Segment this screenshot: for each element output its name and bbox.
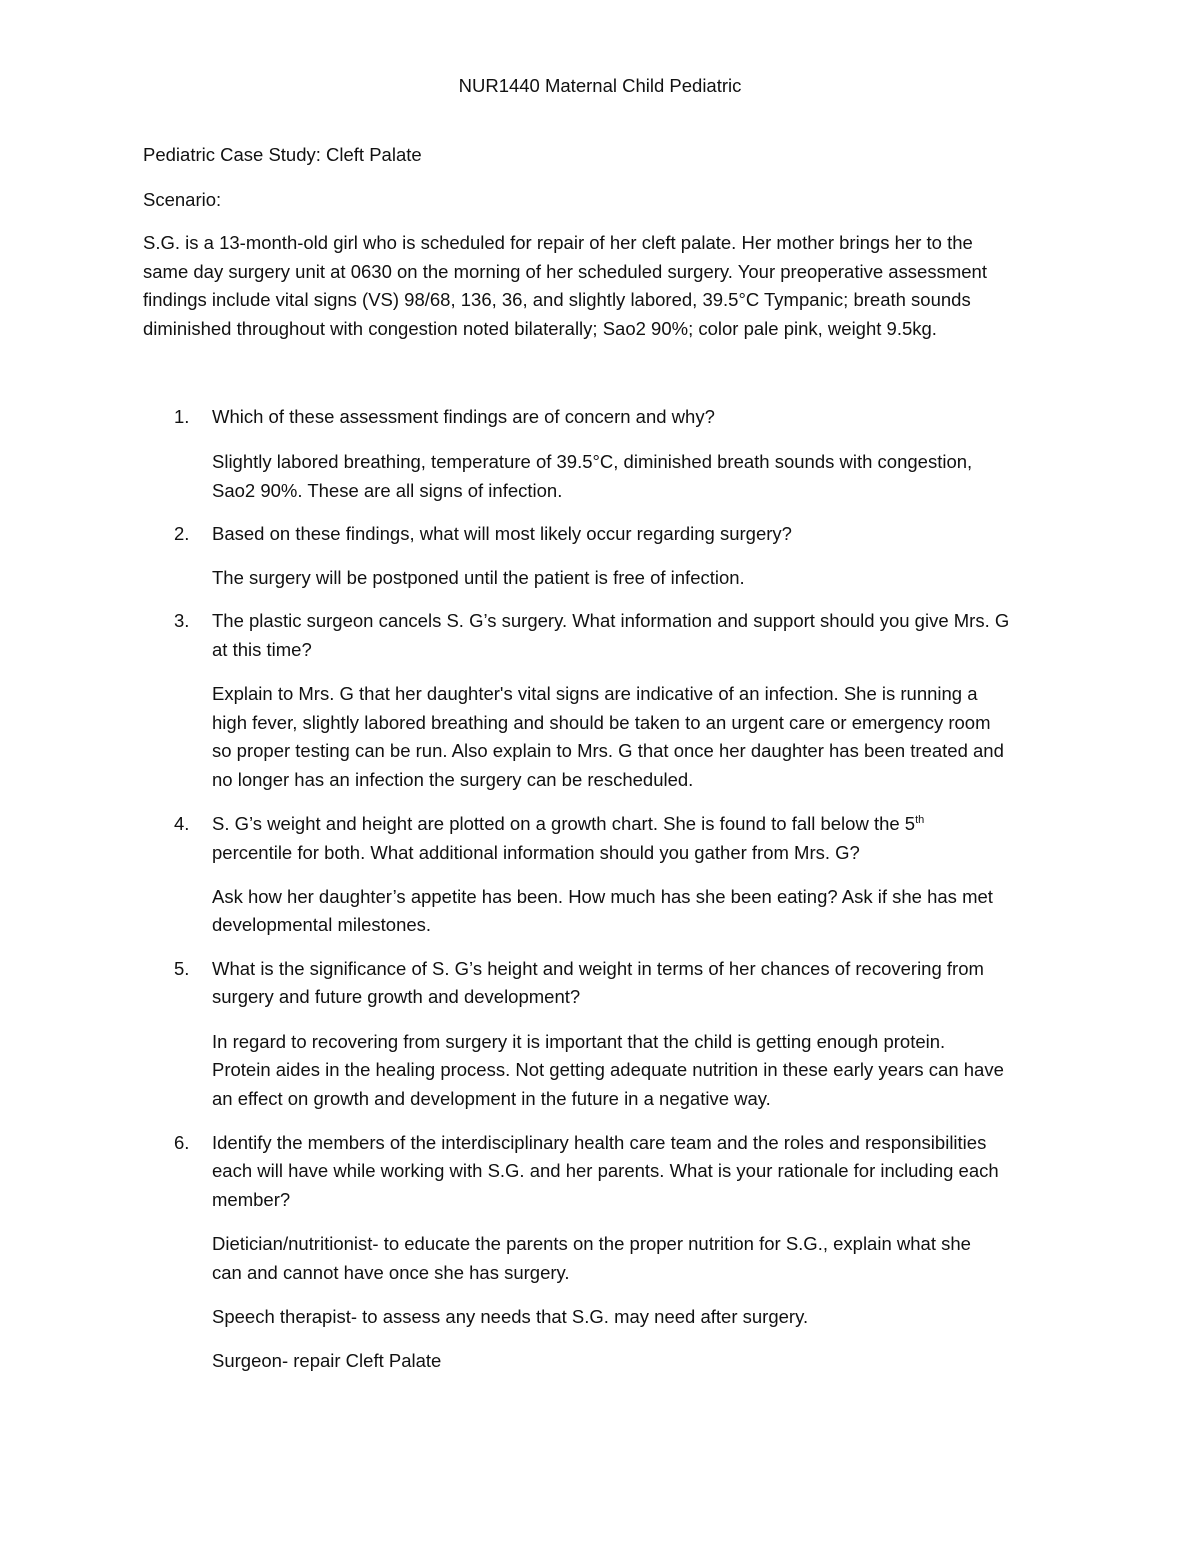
question-number: 3.	[174, 610, 190, 631]
answer-text: Surgeon- repair Cleft Palate	[212, 1350, 442, 1371]
question-text: surgery and future growth and development?	[212, 986, 581, 1007]
answer-text: Protein aides in the healing process. Not getting adequate nutrition in these early years can have	[212, 1059, 1004, 1080]
question-text: at this time?	[212, 639, 312, 660]
answer-text: can and cannot have once she has surgery.	[212, 1262, 570, 1283]
answer-text: so proper testing can be run. Also explain to Mrs. G that once her daughter has been treated and	[212, 740, 1004, 761]
answer-text: In regard to recovering from surgery it is important that the child is getting enough protein.	[212, 1031, 946, 1052]
question-text	[212, 811, 924, 837]
answer-text: an effect on growth and development in the future in a negative way.	[212, 1088, 771, 1109]
answer-text: Explain to Mrs. G that her daughter's vital signs are indicative of an infection. She is running a	[212, 683, 978, 704]
question-number: 4.	[174, 813, 190, 834]
answer-text: Speech therapist- to assess any needs that S.G. may need after surgery.	[212, 1306, 809, 1327]
scenario-line: findings include vital signs (VS) 98/68, 136, 36, and slightly labored, 39.5°C Tympanic; breath sounds	[143, 289, 971, 310]
answer-text: Slightly labored breathing, temperature of 39.5°C, diminished breath sounds with congestion,	[212, 451, 973, 472]
question-text: member?	[212, 1189, 291, 1210]
answer-text: Dietician/nutritionist- to educate the parents on the proper nutrition for S.G., explain what she	[212, 1233, 971, 1254]
case-study-title: Pediatric Case Study: Cleft Palate	[143, 144, 422, 165]
scenario-line: same day surgery unit at 0630 on the morning of her scheduled surgery. Your preoperative assessment	[143, 261, 987, 282]
scenario-line: S.G. is a 13-month-old girl who is scheduled for repair of her cleft palate. Her mother brings her to the	[143, 232, 973, 253]
answer-text: Sao2 90%. These are all signs of infection.	[212, 480, 563, 501]
scenario-line: diminished throughout with congestion noted bilaterally; Sao2 90%; color pale pink, weight 9.5kg.	[143, 318, 937, 339]
question-number: 5.	[174, 958, 190, 979]
question-text: Based on these findings, what will most likely occur regarding surgery?	[212, 523, 792, 544]
question-number: 1.	[174, 406, 190, 427]
answer-text: Ask how her daughter’s appetite has been. How much has she been eating? Ask if she has met	[212, 886, 993, 907]
document-header-title: NUR1440 Maternal Child Pediatric	[458, 75, 742, 96]
question-text: Identify the members of the interdisciplinary health care team and the roles and responsibilities	[212, 1132, 987, 1153]
question-text: What is the significance of S. G’s height and weight in terms of her chances of recovering from	[212, 958, 984, 979]
question-text-main: S. G’s weight and height are plotted on a growth chart. She is found to fall below the 5	[212, 813, 916, 834]
question-text: percentile for both. What additional information should you gather from Mrs. G?	[212, 842, 860, 863]
answer-text: high fever, slightly labored breathing and should be taken to an urgent care or emergency room	[212, 712, 991, 733]
answer-text: developmental milestones.	[212, 914, 432, 935]
answer-text: no longer has an infection the surgery can be rescheduled.	[212, 769, 694, 790]
question-text: Which of these assessment findings are of concern and why?	[212, 406, 715, 427]
answer-text: The surgery will be postponed until the patient is free of infection.	[212, 567, 745, 588]
scenario-label: Scenario:	[143, 189, 222, 210]
question-text: each will have while working with S.G. and her parents. What is your rationale for including each	[212, 1160, 999, 1181]
ordinal-superscript: th	[915, 813, 925, 826]
question-number: 6.	[174, 1132, 190, 1153]
question-number: 2.	[174, 523, 190, 544]
question-text: The plastic surgeon cancels S. G’s surgery. What information and support should you give Mrs. G	[212, 610, 1010, 631]
